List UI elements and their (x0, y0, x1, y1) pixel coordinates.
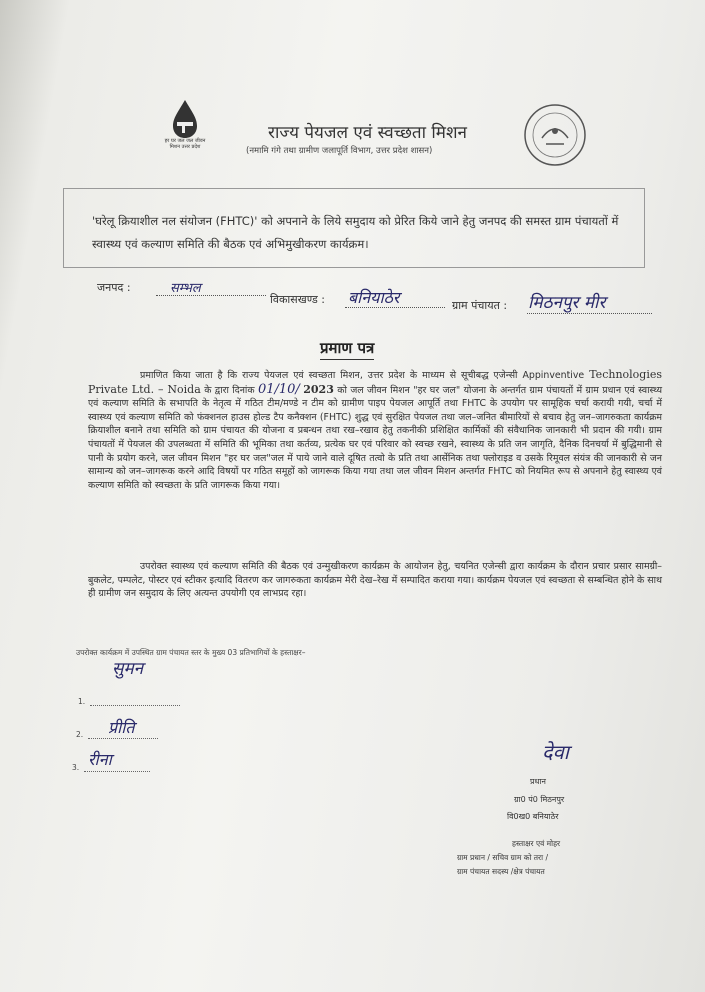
participant-signature-line-2 (88, 738, 158, 739)
mission-title: राज्य पेयजल एवं स्वच्छता मिशन (268, 123, 467, 143)
footer-line-1: हस्ताक्षर एवं मोहर (512, 839, 561, 848)
logo-left-text: हर घर जल जल जीवन मिशन उत्तर प्रदेश (164, 138, 206, 150)
footer-line-3: ग्राम पंचायत सदस्य /क्षेत्र पंचायत (457, 867, 545, 876)
footer-line-2: ग्राम प्रधान / सचिव ग्राम को तरा / (457, 853, 548, 862)
certificate-paragraph-2 (88, 560, 662, 601)
para1-body: को जल जीवन मिशन "हर घर जल" योजना के अन्तर्गत ग्राम पंचायतों में ग्राम प्रधान एवं स्वास्थ्य एवं कल्याण समिति के सभापति के नेतृत्व में गठित टीम/मण्डे न टीम को ग्रामीण पाइप पेयजल आपूर्ति तथा FHTC के उपयोग पर सामूहिक चर्चा करायी गयी, चर्चा में स्वास्थ्य एवं कल्याण समिति को फंक्शनल हाउस होल्ड टैप कनैक्शन (FHTC) शुद्ध एवं सुरक्षित पेयजल तथा जल–जनित बीमारियों से बचाव हेतु जन–जागरुकता कार्यक्रम क्रियाशील बनाने तथा समिति को ग्राम पंचायत की योजना व प्रबन्धन तथा रख–रखाव हेतु तकनीकी प्रशिक्षित कार्मिकों की संवैधानिक जानकारी भी प्रदान की गयी। ग्राम पंचायतों में पेयजल की उपलब्धता में समिति की भूमिका तथा कर्तव्य, प्रत्येक घर एवं परिवार को स्वच्छ रखने, स्वास्थ्य के प्रति जन जागृति, दैनिक दिनचर्या में बुद्धिमानी से पानी के प्रयोग करने, जल जीवन मिशन "हर घर जल"जल में पाये जाने वाले दूषित तत्वो के प्रति तथा आर्सेनिक तथा फ्लोराइड व उसके रिमूवल संयंत्र की जानकारी से जन सामान्य को जन–जागरूक करने आदि विषयों पर गठित समूहों को जागरूक किया गया तथा जल जीवन मिशन अन्तर्गत FHTC को नियमित रूप से अपनाने हेतु स्वास्थ्य एवं कल्याण समिति को स्वच्छता के प्रति जागरूक किया गया। (88, 384, 663, 491)
agency-name: Technologies Private Ltd. – Noida (88, 368, 663, 396)
district-value: सम्भल (170, 281, 201, 296)
up-government-emblem-icon (520, 100, 590, 170)
stamp-line-2: ग्रा0 पं0 मिठनपुर (514, 795, 565, 804)
certificate-title: प्रमाण पत्र (320, 338, 374, 360)
participant-number-1: 1. (78, 697, 86, 706)
para1-intro: प्रमाणित किया जाता है कि राज्य पेयजल एवं स्वच्छता मिशन, उत्तर प्रदेश के माध्यम से सूचीबद्ध एजेन्सी Appinventive (140, 370, 585, 381)
participant-number-2: 2. (76, 730, 84, 739)
block-value: बनियाठेर (348, 288, 400, 307)
certificate-paragraph-1 (88, 368, 662, 492)
block-label: विकासखण्ड : (270, 293, 326, 306)
program-banner (63, 188, 645, 268)
stamp-line-3: वि0ख0 बनियाठेर (507, 812, 559, 821)
mission-subtitle: (नमामि गंगे तथा ग्रामीण जलापूर्ति विभाग, उत्तर प्रदेश शासन) (246, 146, 433, 156)
participant-signature-3: रीना (88, 750, 112, 769)
panchayat-label: ग्राम पंचायत : (452, 299, 508, 312)
event-date-handwritten: 01/10/ (257, 381, 300, 397)
panchayat-value: मिठनपुर मीर (528, 293, 606, 313)
district-label: जनपद : (97, 281, 131, 294)
participant-number-3: 3. (72, 763, 80, 772)
pradhan-signature: देवा (542, 740, 569, 764)
banner-text: 'घरेलू क्रियाशील नल संयोजन (FHTC)' को अपनाने के लिये समुदाय को प्रेरित किये जाने हेतु जनपद की समस्त ग्राम पंचायतों में स्वास्थ्य एवं कल्याण समिति की बैठक एवं अभिमुखीकरण कार्यक्रम। (92, 214, 619, 251)
panchayat-underline (527, 313, 652, 314)
stamp-line-1: प्रधान (530, 777, 546, 786)
event-year: 2023 (303, 382, 334, 396)
participant-signature-line-3 (84, 771, 150, 772)
participant-signature-1: सुमन (112, 659, 144, 679)
participant-signature-line-1 (90, 705, 180, 706)
para2-text: उपरोक्त स्वास्थ्य एवं कल्याण समिति की बैठक एवं उन्मुखीकरण कार्यक्रम के आयोजन हेतु, चयनित एजेन्सी द्वारा कार्यक्रम के दौरान प्रचार प्रसार सामग्री–बुकलेट, पम्पलेट, पोस्टर एवं स्टीकर इत्यादि वितरण कर जागरुकता कार्यक्रम मेरी देख–रेख में सम्पादित कराया गया। कार्यक्रम पेयजल एवं स्वच्छता से सम्बन्धित होने के साथ ही ग्रामीण जन समुदाय के लिए अत्यन्त उपयोगी एव लाभप्रद रहा। (88, 561, 662, 600)
participant-signature-2: प्रीति (108, 718, 135, 737)
participants-intro: उपरोक्त कार्यक्रम में उपस्थित ग्राम पंचायत स्तर के मुख्य 03 प्रतिभागियों के हस्ताक्षर– (76, 648, 306, 657)
para1-date-prefix: के द्वारा दिनांक (204, 384, 255, 396)
